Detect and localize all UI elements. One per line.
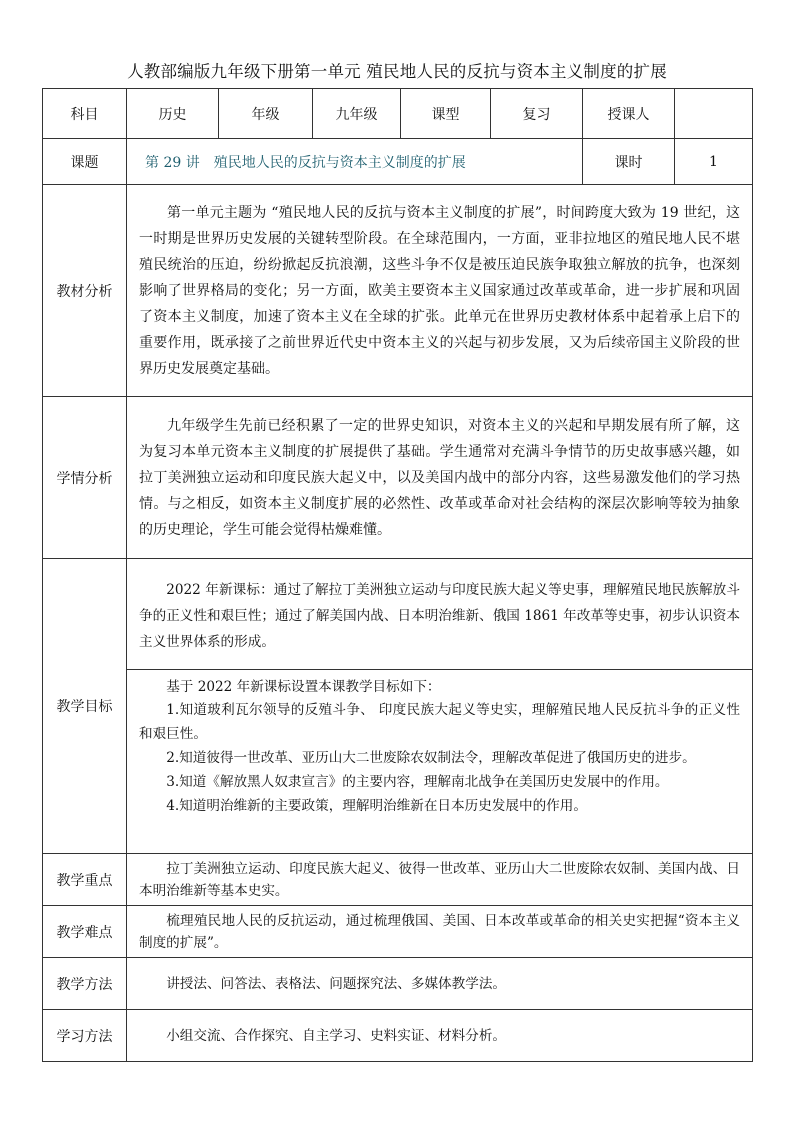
hours-label: 课时 xyxy=(583,139,675,185)
student-analysis-text: 九年级学生先前已经积累了一定的世界史知识，对资本主义的兴起和早期发展有所了解，这为复习本单元资本主义制度的扩展提供了基础。学生通常对充满斗争情节的历史故事感兴趣，如拉丁美洲独立运动和印度民族大起义中，以及美国内战中的部分内容，这些易激发他们的学习热情。与之相反，如资本主义制度扩展的必然性、改革或革命对社会结构的深层次影响等较为抽象的历史理论，学生可能会觉得枯燥难懂。 xyxy=(139,417,740,538)
table-row xyxy=(43,1010,753,1062)
teaching-methods-text: 讲授法、问答法、表格法、问题探究法、多媒体教学法。 xyxy=(166,975,507,992)
topic-value: 第 29 讲 殖民地人民的反抗与资本主义制度的扩展 xyxy=(127,139,583,185)
table-row xyxy=(43,89,753,139)
textbook-analysis-text: 第一单元主题为 “殖民地人民的反抗与资本主义制度的扩展”，时间跨度大致为 19 世纪，这一时期是世界历史发展的关键转型阶段。在全球范围内，一方面，亚非拉地区的殖民地人民不堪殖民统治的压迫，纷纷掀起反抗浪潮，这些斗争不仅是被压迫民族争取独立解放的抗争，也深刻影响了世界格局的变化；另一方面，欧美主要资本主义国家通过改革或革命，进一步扩展和巩固了资本主义制度，加速了资本主义在全球的扩张。此单元在世界历史教材体系中起着承上启下的重要作用，既承接了之前世界近代史中资本主义的兴起与初步发展，又为后续帝国主义阶段的世界历史发展奠定基础。 xyxy=(139,204,740,377)
student-analysis-cell xyxy=(127,397,753,559)
page-title: 人教部编版九年级下册第一单元 殖民地人民的反抗与资本主义制度的扩展 xyxy=(127,62,667,81)
textbook-analysis-label: 教材分析 xyxy=(43,185,127,397)
difficulties-cell xyxy=(127,906,753,958)
teaching-methods-cell xyxy=(127,958,753,1010)
student-analysis-label: 学情分析 xyxy=(43,397,127,559)
learning-methods-cell xyxy=(127,1010,753,1062)
table-row xyxy=(43,397,753,559)
key-points-text: 拉丁美洲独立运动、印度民族大起义、彼得一世改革、亚历山大二世废除农奴制、美国内战、日本明治维新等基本史实。 xyxy=(139,860,740,899)
table-row xyxy=(43,139,753,185)
lesson-type-value: 复习 xyxy=(491,89,583,139)
difficulties-label: 教学难点 xyxy=(43,906,127,958)
topic-label: 课题 xyxy=(43,139,127,185)
teaching-objectives-cell xyxy=(127,559,753,854)
teaching-objectives-label: 教学目标 xyxy=(43,559,127,854)
learning-methods-text: 小组交流、合作探究、自主学习、史料实证、材料分析。 xyxy=(166,1027,507,1044)
lesson-plan-table xyxy=(42,88,753,1062)
subject-value: 历史 xyxy=(127,89,219,139)
curriculum-standard-block xyxy=(127,559,752,669)
table-row xyxy=(43,906,753,958)
key-points-label: 教学重点 xyxy=(43,854,127,906)
learning-methods-label: 学习方法 xyxy=(43,1010,127,1062)
curriculum-standard-text: 2022 年新课标：通过了解拉丁美洲独立运动与印度民族大起义等史事，理解殖民地民族解放斗争的正义性和艰巨性；通过了解美国内战、日本明治维新、俄国 1861 年改革等史事，初步认识资本主义世界体系的形成。 xyxy=(139,582,740,650)
difficulties-text: 梳理殖民地人民的反抗运动，通过梳理俄国、美国、日本改革或革命的相关史实把握“资本主义制度的扩展”。 xyxy=(139,912,740,951)
objective-item: 4.知道明治维新的主要政策，理解明治维新在日本历史发展中的作用。 xyxy=(166,798,587,814)
objectives-intro: 基于 2022 年新课标设置本课教学目标如下： xyxy=(166,679,441,695)
textbook-analysis-cell xyxy=(127,185,753,397)
objective-item: 1.知道玻利瓦尔领导的反殖斗争、 印度民族大起义等史实，理解殖民地人民反抗斗争的正义性和艰巨性。 xyxy=(139,702,740,742)
objective-item: 2.知道彼得一世改革、亚历山大二世废除农奴制法令，理解改革促进了俄国历史的进步。 xyxy=(166,750,696,766)
table-row xyxy=(43,854,753,906)
grade-label: 年级 xyxy=(219,89,313,139)
teaching-methods-label: 教学方法 xyxy=(43,958,127,1010)
table-row xyxy=(43,559,753,854)
teacher-value xyxy=(675,89,753,139)
lesson-type-label: 课型 xyxy=(401,89,491,139)
table-row xyxy=(43,185,753,397)
hours-value: 1 xyxy=(675,139,753,185)
grade-value: 九年级 xyxy=(313,89,401,139)
key-points-cell xyxy=(127,854,753,906)
objectives-list xyxy=(127,669,752,818)
table-row xyxy=(43,958,753,1010)
objective-item: 3.知道《解放黑人奴隶宣言》的主要内容，理解南北战争在美国历史发展中的作用。 xyxy=(166,774,669,790)
subject-label: 科目 xyxy=(43,89,127,139)
teacher-label: 授课人 xyxy=(583,89,675,139)
